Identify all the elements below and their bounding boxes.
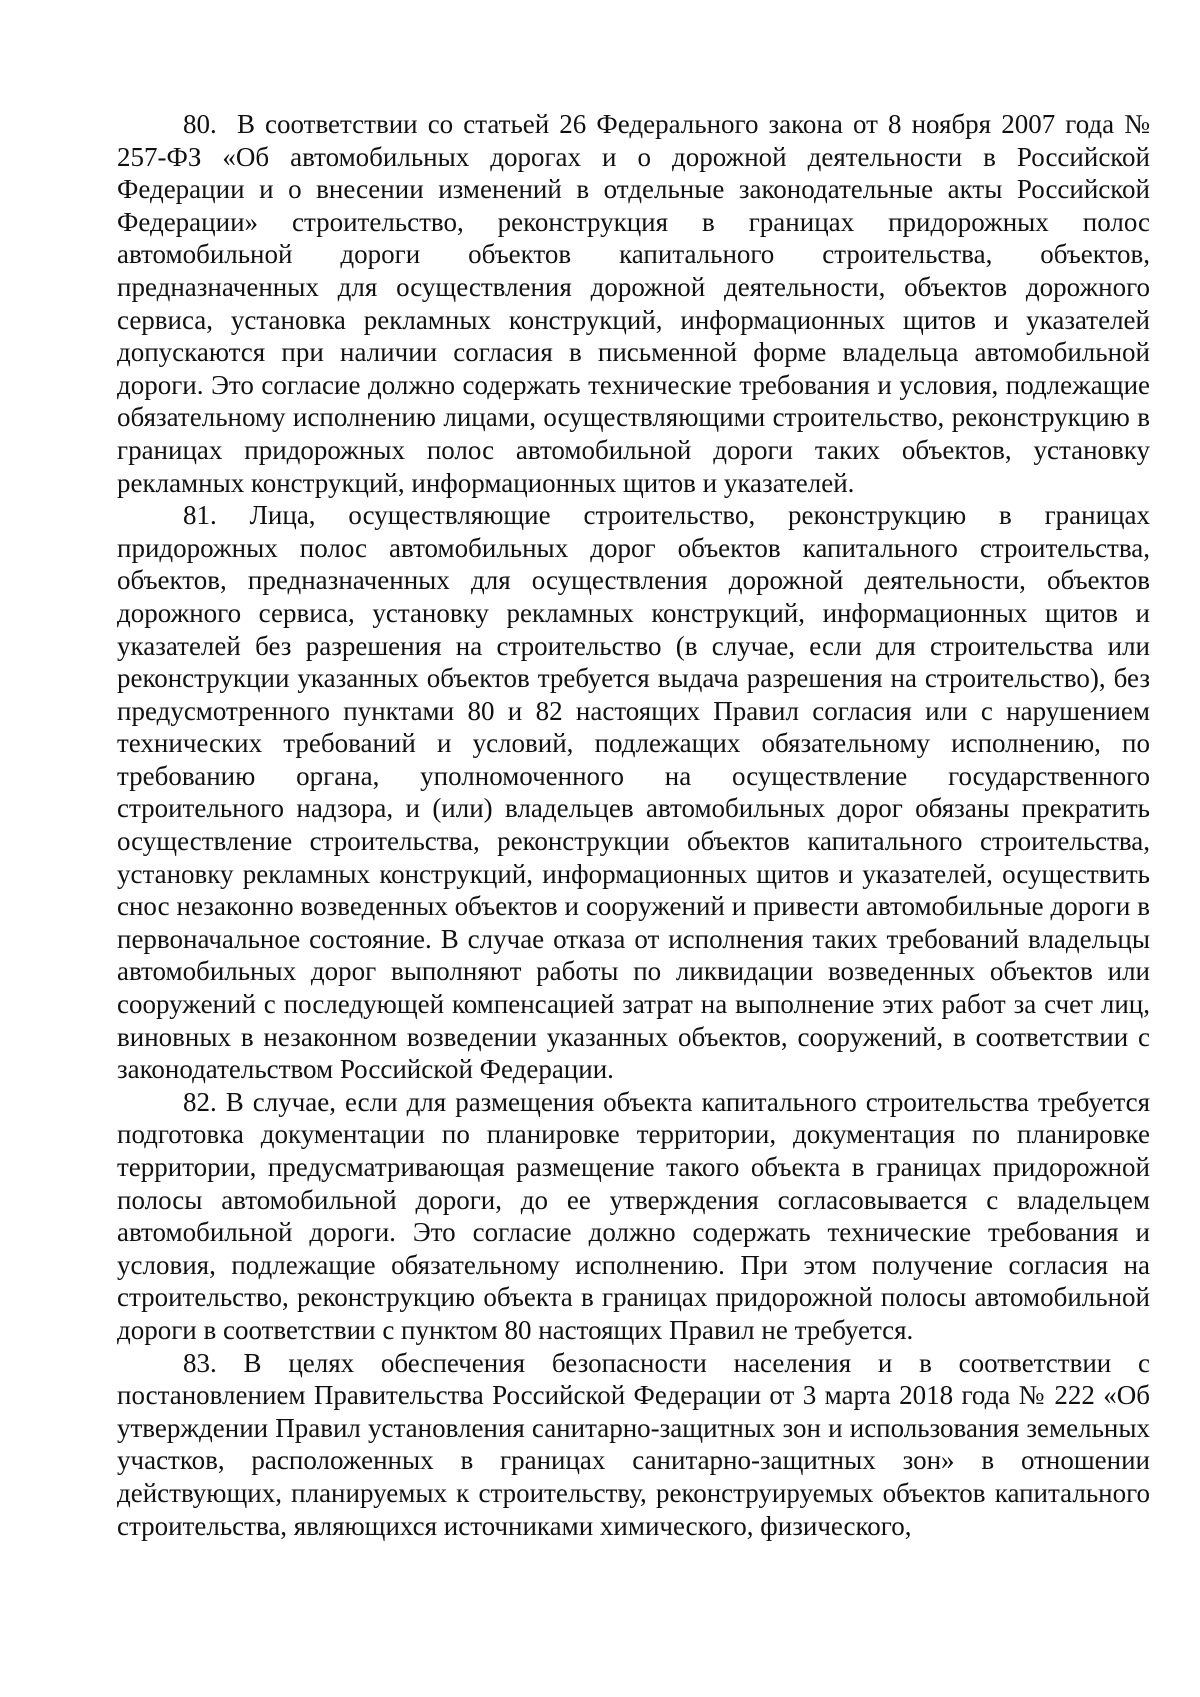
paragraph-number: 83. (183, 1347, 217, 1378)
paragraph-text: Лица, осуществляющие строительство, реконструкцию в границах придорожных полос автомобильных дорог объектов капитального строительства, объектов, предназначенных для осуществления дорожной деятельности, объектов дорожного сервиса, установку рекламных конструкций, информационных щитов и указателей без разрешения на строительство (в случае, если для строительства или реконструкции указанных объектов требуется выдача разрешения на строительство), без предусмотренного пунктами 80 и 82 настоящих Правил согласия или с нарушением технических требований и условий, подлежащих обязательному исполнению, по требованию органа, уполномоченного на осуществление государственного строительного надзора, и (или) владельцев автомобильных дорог обязаны прекратить осуществление строительства, реконструкции объектов капитального строительства, установку рекламных конструкций, информационных щитов и указателей, осуществить снос незаконно возведенных объектов и сооружений и привести автомобильные дороги в первоначальное состояние. В случае отказа от исполнения таких требований владельцы автомобильных дорог выполняют работы по ликвидации возведенных объектов или сооружений с последующей компенсацией затрат на выполнение этих работ за счет лиц, виновных в незаконном возведении указанных объектов, сооружений, в соответствии с законодательством Российской Федерации. (117, 500, 1150, 1085)
paragraph-text: В целях обеспечения безопасности населения и в соответствии с постановлением Правительства Российской Федерации от 3 марта 2018 года № 222 «Об утверждении Правил установления санитарно-защитных зон и использования земельных участков, расположенных в границах санитарно-защитных зон» в отношении действующих, планируемых к строительству, реконструируемых объектов капитального строительства, являющихся источниками химического, физического, (117, 1347, 1150, 1541)
paragraph-number: 81. (183, 500, 217, 531)
document-page (117, 108, 1150, 1542)
paragraph-80 (117, 108, 1150, 499)
paragraph-text: В случае, если для размещения объекта капитального строительства требуется подготовка документации по планировке территории, документация по планировке территории, предусматривающая размещение такого объекта в границах придорожной полосы автомобильной дороги, до ее утверждения согласовывается с владельцем автомобильной дороги. Это согласие должно содержать технические требования и условия, подлежащие обязательному исполнению. При этом получение согласия на строительство, реконструкцию объекта в границах придорожной полосы автомобильной дороги в соответствии с пунктом 80 настоящих Правил не требуется. (117, 1086, 1150, 1345)
paragraph-text: В соответствии со статьей 26 Федерального закона от 8 ноября 2007 года № 257-ФЗ «Об автомобильных дорогах и о дорожной деятельности в Российской Федерации и о внесении изменений в отдельные законодательные акты Российской Федерации» строительство, реконструкция в границах придорожных полос автомобильной дороги объектов капитального строительства, объектов, предназначенных для осуществления дорожной деятельности, объектов дорожного сервиса, установка рекламных конструкций, информационных щитов и указателей допускаются при наличии согласия в письменной форме владельца автомобильной дороги. Это согласие должно содержать технические требования и условия, подлежащие обязательному исполнению лицами, осуществляющими строительство, реконструкцию в границах придорожных полос автомобильной дороги таких объектов, установку рекламных конструкций, информационных щитов и указателей. (117, 109, 1150, 498)
paragraph-82 (117, 1086, 1150, 1347)
paragraph-number: 80. (183, 109, 217, 139)
paragraph-83 (117, 1347, 1150, 1543)
paragraph-number: 82. (183, 1086, 217, 1117)
paragraph-81 (117, 499, 1150, 1086)
